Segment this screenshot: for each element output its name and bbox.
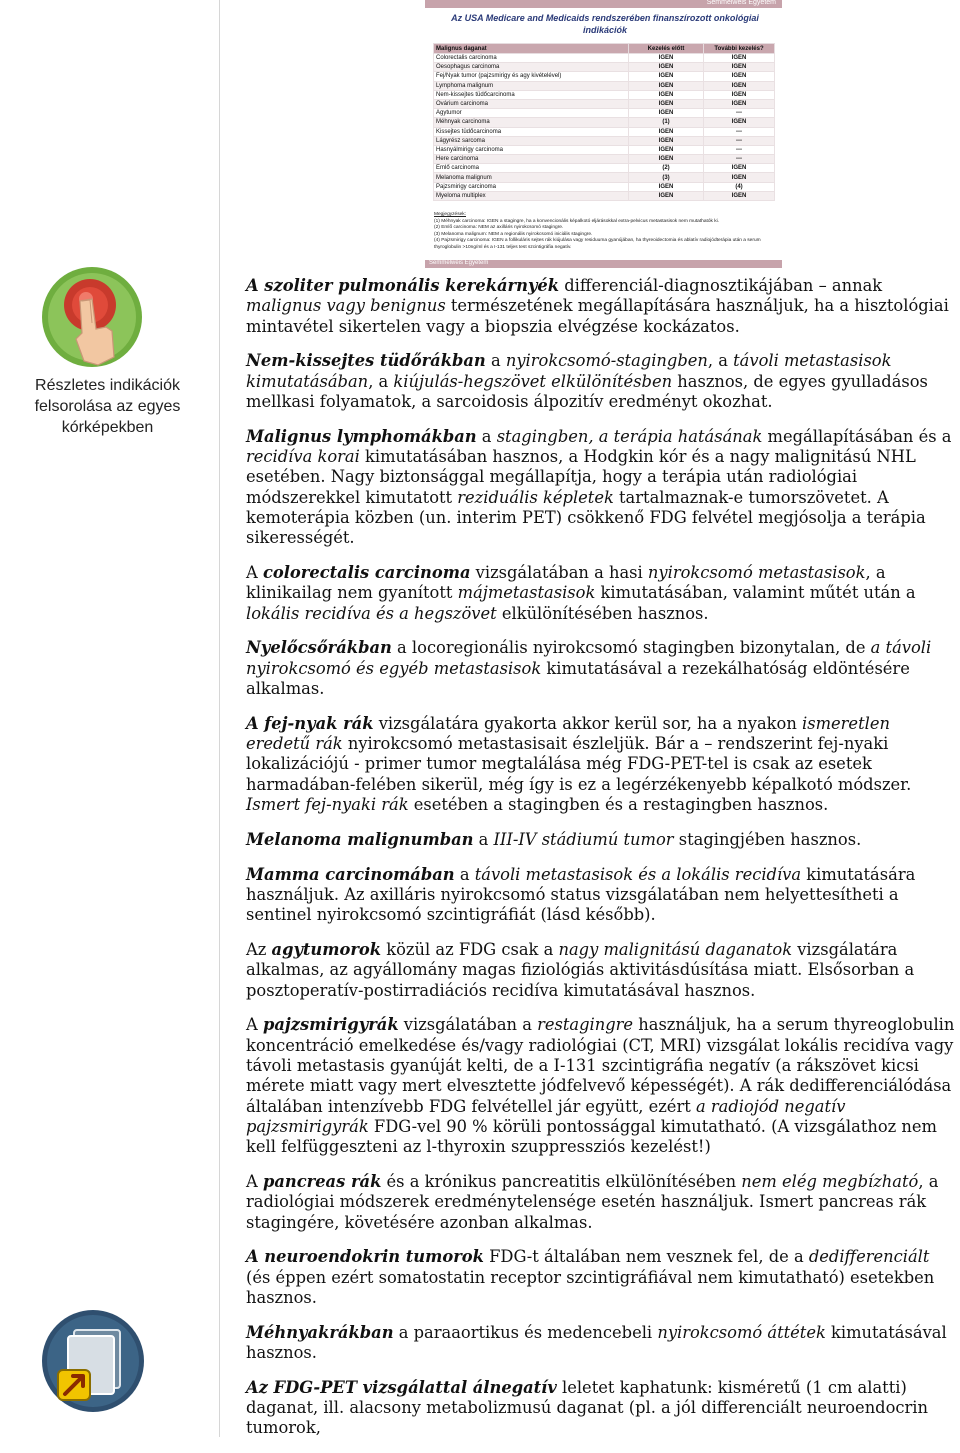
- table-row: [434, 72, 775, 81]
- emphasis-bold: colorectalis carcinoma: [262, 563, 471, 583]
- main-text: [246, 276, 956, 1453]
- text-run: hasznos, de egyes gyulladásos mellkasi folyamatok, a sarcoidosis álpozitív eredményt okozhat.: [246, 371, 928, 411]
- column-header: Malignus daganat: [434, 44, 629, 54]
- text-run: közül az FDG csak a: [381, 940, 559, 960]
- emphasis-italic: dedifferenciált: [808, 1247, 930, 1267]
- cell-further-treatment: ---: [704, 155, 775, 164]
- paragraph: [246, 830, 956, 850]
- text-run: A: [246, 1171, 263, 1191]
- cell-before-treatment: IGEN: [629, 182, 704, 191]
- text-run: Az: [246, 940, 272, 960]
- emphasis-bold: Melanoma malignumban: [246, 829, 474, 849]
- cell-tumor: Oesophagus carcinoma: [434, 63, 629, 72]
- cell-before-treatment: (1): [629, 118, 704, 127]
- emphasis-bold: A neuroendokrin tumorok: [246, 1247, 484, 1267]
- emphasis-italic: ismeretlen eredetű rák: [246, 713, 890, 754]
- table-row: [434, 182, 775, 191]
- text-run: használjuk, ha a serum thyreoglobulin koncentráció emelkedése és/vagy radiológiai (CT, MRI) vizsgálat lokális recidíva vagy távoli metastasis gyanúját kelti, de a I-131 szcintigráfia negatív (a rákszövet kicsi mérete miatt vagy mert elvesztette jódfelvevő képességét). A rák dedifferenciálódása általában intenzívebb FDG felvétellel jár együtt, ezért: [246, 1015, 955, 1116]
- note-item: (1) Méhnyak carcinoma: IGEN a stagingre, ha a konvencionális képalkotó eljárásokkal extra-pelvicus metastasisok nem mutathatók ki.: [434, 218, 720, 224]
- note-item: (2) Emlő carcinoma: NEM az axilláris nyirokcsomó stagingre.: [434, 225, 564, 231]
- emphasis-italic: a radiojód negatív pajzsmirigyrák: [246, 1096, 846, 1136]
- slide-footer-bar: [425, 260, 782, 268]
- emphasis-bold: Nem-kissejtes tüdőrákban: [246, 351, 486, 371]
- cell-before-treatment: IGEN: [629, 63, 704, 72]
- table-row: [434, 173, 775, 182]
- emphasis-italic: III-IV stádiumú tumor: [493, 829, 674, 849]
- emphasis-italic: nyirokcsomó metastasisok: [647, 563, 866, 583]
- cell-tumor: Lágyrész sarcoma: [434, 136, 629, 145]
- emphasis-italic: nyirokcsomó áttétek: [657, 1322, 826, 1342]
- table-header-row: [434, 44, 775, 54]
- emphasis-italic: távoli metastasisok és a lokális recidíva: [474, 864, 802, 884]
- emphasis-bold: Nyelőcsőrákban: [246, 638, 392, 658]
- cell-tumor: Méhnyak carcinoma: [434, 118, 629, 127]
- text-run: (és éppen ezért somatostatin receptor szcintigráfiával nem kimutatható) esetekben hasznos.: [246, 1267, 935, 1307]
- text-run: elkülönítésében hasznos.: [496, 603, 709, 623]
- emphasis-italic: a távoli nyirokcsomó és egyéb metastasisok: [246, 638, 932, 678]
- text-run: A: [246, 563, 263, 583]
- text-run: FDG-vel 90 % körüli pontossággal kimutatható. (A vizsgálathoz nem kell felfüggeszteni az l-thyroxin szuppressziós kezelést!): [246, 1116, 937, 1157]
- cell-further-treatment: IGEN: [704, 72, 775, 81]
- table-row: [434, 155, 775, 164]
- text-run: a: [454, 864, 475, 884]
- hand-pressing-button-icon: [40, 265, 144, 369]
- table-row: [434, 118, 775, 127]
- cell-tumor: Kissejtes tüdőcarcinoma: [434, 127, 629, 136]
- emphasis-bold: A fej-nyak rák: [246, 713, 374, 733]
- sidebar-label: Részletes indikációk felsorolása az egyes kórképekben: [34, 377, 181, 436]
- text-run: természetének megállapítására használjuk, ha a hisztológiai mintavétel sikertelen vagy a biopszia elvégzése kockázatos.: [246, 296, 949, 336]
- cell-before-treatment: IGEN: [629, 72, 704, 81]
- text-run: vizsgálatában a: [398, 1015, 538, 1035]
- text-run: , a: [368, 371, 394, 391]
- cell-tumor: Lymphoma malignum: [434, 81, 629, 90]
- cell-further-treatment: ---: [704, 136, 775, 145]
- table-row: [434, 81, 775, 90]
- text-run: , a klinikailag nem gyanított: [246, 563, 886, 603]
- text-run: A: [246, 1015, 263, 1035]
- text-run: differenciál-diagnosztikájában – annak: [559, 276, 883, 295]
- cell-before-treatment: (3): [629, 173, 704, 182]
- text-run: kimutatására használjuk. Az axilláris nyirokcsomó status vizsgálatában nem helyettesítheti a sentinel nyirokcsomó szcintigráfiát (lásd később).: [246, 864, 916, 925]
- indication-table: [433, 43, 775, 201]
- cell-before-treatment: IGEN: [629, 155, 704, 164]
- text-run: a locoregionális nyirokcsomó stagingben bizonytalan, de: [391, 638, 871, 658]
- text-run: kimutatásában hasznos, a Hodgkin kór és a nagy malignitású NHL esetében. Nagy biztonsággal megállapítja, hogy a terápia után radiológiai módszerekkel kimutatott: [246, 447, 916, 507]
- text-run: leletet kaphatunk: kisméretű (1 cm alatti) daganat, ill. alacsony metabolizmusú daganat (pl. a jól differenciált neuroendocrin tumorok,: [246, 1377, 928, 1438]
- arrow-document-icon: [40, 1308, 146, 1414]
- slide-header-bar: [425, 0, 782, 8]
- cell-tumor: Colorectalis carcinoma: [434, 54, 629, 63]
- paragraph: [246, 714, 956, 815]
- notes-title: Megjegyzések:: [434, 212, 466, 217]
- text-run: , a radiológiai módszerek eredménytelensége esetén használjuk. Ismert pancreas rák stagingére, követésére azonban alkalmas.: [246, 1171, 939, 1232]
- column-header: Kezelés előtt: [629, 44, 704, 54]
- text-run: esetében a stagingben és a restagingben hasznos.: [408, 795, 829, 815]
- table-row: [434, 164, 775, 173]
- emphasis-bold: Az FDG-PET vizsgálattal álnegatív: [246, 1377, 557, 1397]
- emphasis-italic: nagy malignitású daganatok: [558, 940, 793, 960]
- emphasis-italic: recidíva korai: [246, 447, 360, 467]
- cell-before-treatment: IGEN: [629, 109, 704, 118]
- table-row: [434, 136, 775, 145]
- emphasis-bold: Malignus lymphomákban: [246, 426, 477, 446]
- text-run: a: [473, 829, 494, 849]
- emphasis-bold: pajzsmirigyrák: [262, 1015, 399, 1035]
- cell-further-treatment: IGEN: [704, 63, 775, 72]
- embedded-slide: [425, 0, 782, 268]
- paragraph: [246, 563, 956, 624]
- table-row: [434, 90, 775, 99]
- cell-further-treatment: IGEN: [704, 173, 775, 182]
- emphasis-italic: távoli metastasisok kimutatásában: [246, 351, 892, 391]
- text-run: FDG-t általában nem vesznek fel, de a: [483, 1247, 809, 1267]
- cell-further-treatment: ---: [704, 127, 775, 136]
- table-row: [434, 109, 775, 118]
- table-row: [434, 145, 775, 154]
- cell-before-treatment: IGEN: [629, 90, 704, 99]
- cell-before-treatment: IGEN: [629, 54, 704, 63]
- cell-further-treatment: IGEN: [704, 164, 775, 173]
- paragraph: [246, 1172, 956, 1233]
- cell-tumor: Emlő carcinoma: [434, 164, 629, 173]
- cell-further-treatment: ---: [704, 145, 775, 154]
- paragraph: [246, 276, 956, 337]
- emphasis-italic: stagingben, a terápia hatásának: [496, 426, 763, 446]
- cell-before-treatment: (2): [629, 164, 704, 173]
- cell-tumor: Pajzsmirigy carcinoma: [434, 182, 629, 191]
- text-run: megállapításában és a: [762, 426, 952, 446]
- column-header: További kezelés?: [704, 44, 775, 54]
- cell-tumor: Fej/Nyak tumor (pajzsmirigy és agy kivételével): [434, 72, 629, 81]
- paragraph: [246, 1378, 956, 1439]
- cell-further-treatment: IGEN: [704, 54, 775, 63]
- text-run: , a: [707, 351, 734, 371]
- text-run: és a krónikus pancreatitis elkülönítésében: [381, 1171, 742, 1191]
- emphasis-italic: restagingre: [537, 1015, 634, 1035]
- table-row: [434, 63, 775, 72]
- text-run: a: [485, 351, 506, 371]
- paragraph: [246, 427, 956, 549]
- slide-brand: Semmelweis Egyetem: [706, 0, 776, 6]
- table-row: [434, 54, 775, 63]
- text-run: kimutatásával a rezekálhatóság eldöntésére alkalmas.: [246, 658, 910, 699]
- cell-tumor: Myeloma multiplex: [434, 191, 629, 200]
- emphasis-bold: Méhnyakrákban: [246, 1322, 394, 1342]
- slide-title: Az USA Medicare and Medicaids rendszerében finanszírozott onkológiai indikációk: [451, 13, 759, 35]
- cell-further-treatment: IGEN: [704, 191, 775, 200]
- paragraph: [246, 351, 956, 412]
- cell-tumor: Ovárium carcinoma: [434, 99, 629, 108]
- text-run: a: [476, 426, 497, 446]
- paragraph: [246, 638, 956, 699]
- text-run: a paraaortikus és medencebeli: [393, 1322, 658, 1342]
- cell-tumor: Nem-kissejtes tüdőcarcinoma: [434, 90, 629, 99]
- paragraph: [246, 1015, 956, 1157]
- cell-before-treatment: IGEN: [629, 191, 704, 200]
- table-row: [434, 127, 775, 136]
- emphasis-bold: pancreas rák: [262, 1171, 382, 1191]
- cell-before-treatment: IGEN: [629, 127, 704, 136]
- paragraph: [246, 1323, 956, 1364]
- cell-tumor: Melanoma malignum: [434, 173, 629, 182]
- text-run: vizsgálatában a hasi: [470, 563, 648, 583]
- text-run: vizsgálatára gyakorta akkor kerül sor, ha a nyakon: [373, 713, 803, 733]
- emphasis-italic: Ismert fej-nyaki rák: [246, 795, 409, 815]
- text-run: tartalmaznak-e tumorszövetet. A kemoterápia közben (un. interim PET) csökkenő FDG felvétel megjósolja a terápia sikerességét.: [246, 487, 926, 548]
- cell-further-treatment: IGEN: [704, 81, 775, 90]
- text-run: vizsgálatára alkalmas, az agyállomány magas fiziológiás aktivitásdúsítása miatt. Elsősorban a posztoperatív-postirradiációs recidíva kimutatásával hasznos.: [246, 940, 915, 1000]
- emphasis-italic: kiújulás-hegszövet elkülönítésben: [393, 371, 673, 391]
- emphasis-italic: lokális recidíva és a hegszövet: [246, 603, 497, 623]
- cell-before-treatment: IGEN: [629, 145, 704, 154]
- cell-before-treatment: IGEN: [629, 81, 704, 90]
- note-item: (3) Melanoma malignum: NEM a regionális nyirokcsomó iniciális stagingre.: [434, 231, 593, 237]
- emphasis-italic: nyirokcsomó-stagingben: [505, 351, 708, 371]
- text-run: kimutatásával hasznos.: [246, 1322, 947, 1363]
- paragraph: [246, 1247, 956, 1308]
- emphasis-italic: májmetastasisok: [457, 583, 596, 603]
- cell-further-treatment: IGEN: [704, 99, 775, 108]
- table-row: [434, 191, 775, 200]
- cell-tumor: Here carcinoma: [434, 155, 629, 164]
- paragraph: [246, 865, 956, 926]
- cell-before-treatment: IGEN: [629, 99, 704, 108]
- emphasis-italic: nem elég megbízható: [741, 1171, 919, 1191]
- note-item: (4) Pajzsmirigy carcinoma: IGEN a follikuláris sejtes rák kiújulása vagy residuuma gyanújában, ha thyreoidectomia és ablatív radiojódterápia után a serum thyroglobulin >10ng/ml és a I-131 teljes test szcintigráfia negatív.: [434, 238, 761, 250]
- text-run: stagingjében hasznos.: [673, 829, 862, 849]
- text-run: kimutatásában, valamint műtét után a: [595, 583, 916, 603]
- sidebar-divider: [219, 0, 220, 1437]
- emphasis-italic: malignus vagy benignus: [246, 296, 446, 316]
- emphasis-italic: reziduális képletek: [457, 487, 614, 507]
- cell-further-treatment: IGEN: [704, 90, 775, 99]
- cell-tumor: Hasnyálmirigy carcinoma: [434, 145, 629, 154]
- emphasis-bold: agytumorok: [271, 940, 382, 960]
- slide-footer-brand: Semmelweis Egyetem: [429, 260, 489, 266]
- paragraph: [246, 940, 956, 1001]
- cell-tumor: Agytumor: [434, 109, 629, 118]
- table-row: [434, 99, 775, 108]
- cell-further-treatment: IGEN: [704, 118, 775, 127]
- cell-further-treatment: ---: [704, 109, 775, 118]
- emphasis-bold: Mamma carcinomában: [246, 864, 455, 884]
- slide-notes: [434, 212, 774, 252]
- emphasis-bold: A szoliter pulmonális kerekárnyék: [246, 276, 560, 295]
- text-run: nyirokcsomó metastasisait észleljük. Bár a – rendszerint fej-nyaki lokalizációjú - primer tumor megtalálása még FDG-PET-tel is csak az esetek harmadában-felében sikerül, még így is ez a legérzékenyebb képalkotó módszer.: [246, 734, 912, 794]
- cell-further-treatment: (4): [704, 182, 775, 191]
- cell-before-treatment: IGEN: [629, 136, 704, 145]
